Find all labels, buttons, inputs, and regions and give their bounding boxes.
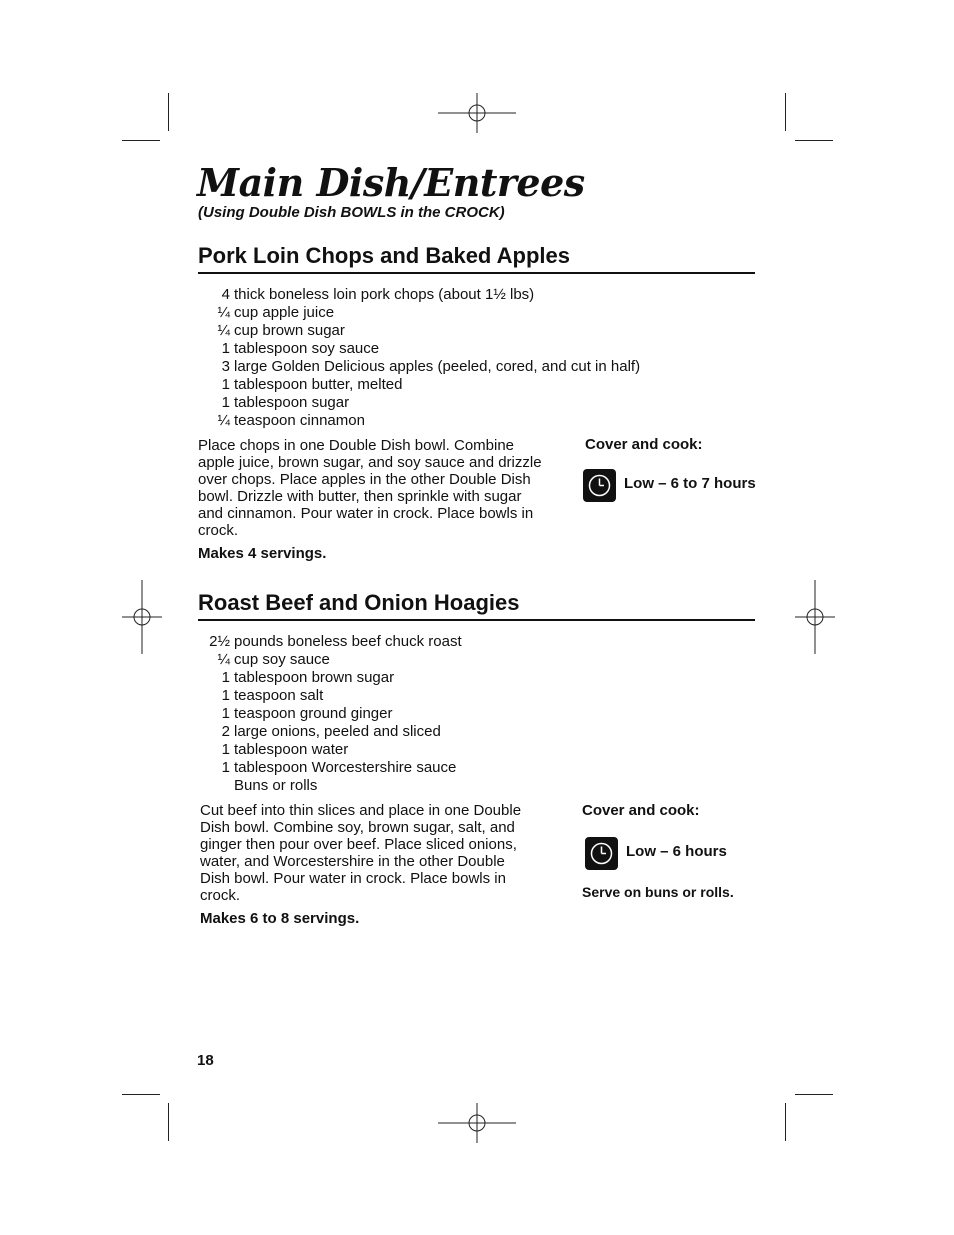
ingredient-item: 1 teaspoon ground ginger xyxy=(221,705,393,722)
crop-mark xyxy=(785,1103,786,1141)
ingredient-item: ¼ cup apple juice xyxy=(217,304,335,321)
ingredient-item: 1 teaspoon salt xyxy=(221,687,324,704)
registration-mark-icon xyxy=(795,580,835,654)
ingredient-item: Buns or rolls xyxy=(234,777,318,794)
ingredient-item: 1 tablespoon water xyxy=(221,741,349,758)
ingredient-item: 3 large Golden Delicious apples (peeled, cored, and cut in half) xyxy=(221,358,641,375)
ingredient-item: 1 tablespoon soy sauce xyxy=(221,340,380,357)
page-title: Main Dish/Entrees xyxy=(197,160,585,205)
registration-mark-icon xyxy=(122,580,162,654)
crop-mark xyxy=(168,1103,169,1141)
cover-and-cook-label: Cover and cook: xyxy=(585,436,703,453)
ingredient-item: 2 large onions, peeled and sliced xyxy=(221,723,441,740)
ingredient-item: 1 tablespoon sugar xyxy=(221,394,350,411)
recipe-directions: Place chops in one Double Dish bowl. Combine apple juice, brown sugar, and soy sauce and drizzle over chops. Place apples in the other Double Dish bowl. Drizzle with butter, then sprinkle with sugar and cinnamon. Pour water in crock. Place bowls in crock. xyxy=(198,437,542,539)
crop-mark xyxy=(168,93,169,131)
crop-mark xyxy=(122,140,160,141)
recipe-yield: Makes 4 servings. xyxy=(198,545,327,562)
page-subtitle: (Using Double Dish BOWLS in the CROCK) xyxy=(198,204,505,221)
ingredient-list xyxy=(198,633,462,795)
cook-time: Low – 6 hours xyxy=(626,843,727,860)
section-divider xyxy=(198,619,755,621)
crop-mark xyxy=(785,93,786,131)
cover-and-cook-label: Cover and cook: xyxy=(582,802,700,819)
ingredient-item: 4 thick boneless loin pork chops (about 1½ lbs) xyxy=(221,286,535,303)
registration-mark-icon xyxy=(438,93,516,133)
serving-note: Serve on buns or rolls. xyxy=(582,884,734,900)
crop-mark xyxy=(795,140,833,141)
cook-time: Low – 6 to 7 hours xyxy=(624,475,756,492)
ingredient-item: ¼ teaspoon cinnamon xyxy=(217,412,365,429)
ingredient-item: ¼ cup brown sugar xyxy=(217,322,345,339)
clock-icon xyxy=(583,469,616,502)
recipe-title: Pork Loin Chops and Baked Apples xyxy=(198,243,571,268)
ingredient-item: ¼ cup soy sauce xyxy=(217,651,330,668)
recipe-directions: Cut beef into thin slices and place in one Double Dish bowl. Combine soy, brown sugar, salt, and ginger then pour over beef. Place sliced onions, water, and Worcestershire in the other Double Dish bowl. Pour water in crock. Place bowls in crock. xyxy=(200,802,522,904)
ingredient-list xyxy=(198,286,640,430)
ingredient-item: 1 tablespoon brown sugar xyxy=(221,669,395,686)
section-divider xyxy=(198,272,755,274)
recipe-yield: Makes 6 to 8 servings. xyxy=(200,910,360,927)
page-number: 18 xyxy=(197,1052,214,1069)
crop-mark xyxy=(795,1094,833,1095)
registration-mark-icon xyxy=(438,1103,516,1143)
ingredient-item: 2½ pounds boneless beef chuck roast xyxy=(209,633,462,650)
crop-mark xyxy=(122,1094,160,1095)
recipe-title: Roast Beef and Onion Hoagies xyxy=(198,590,520,615)
ingredient-item: 1 tablespoon butter, melted xyxy=(221,376,403,393)
ingredient-item: 1 tablespoon Worcestershire sauce xyxy=(221,759,457,776)
clock-icon xyxy=(585,837,618,870)
